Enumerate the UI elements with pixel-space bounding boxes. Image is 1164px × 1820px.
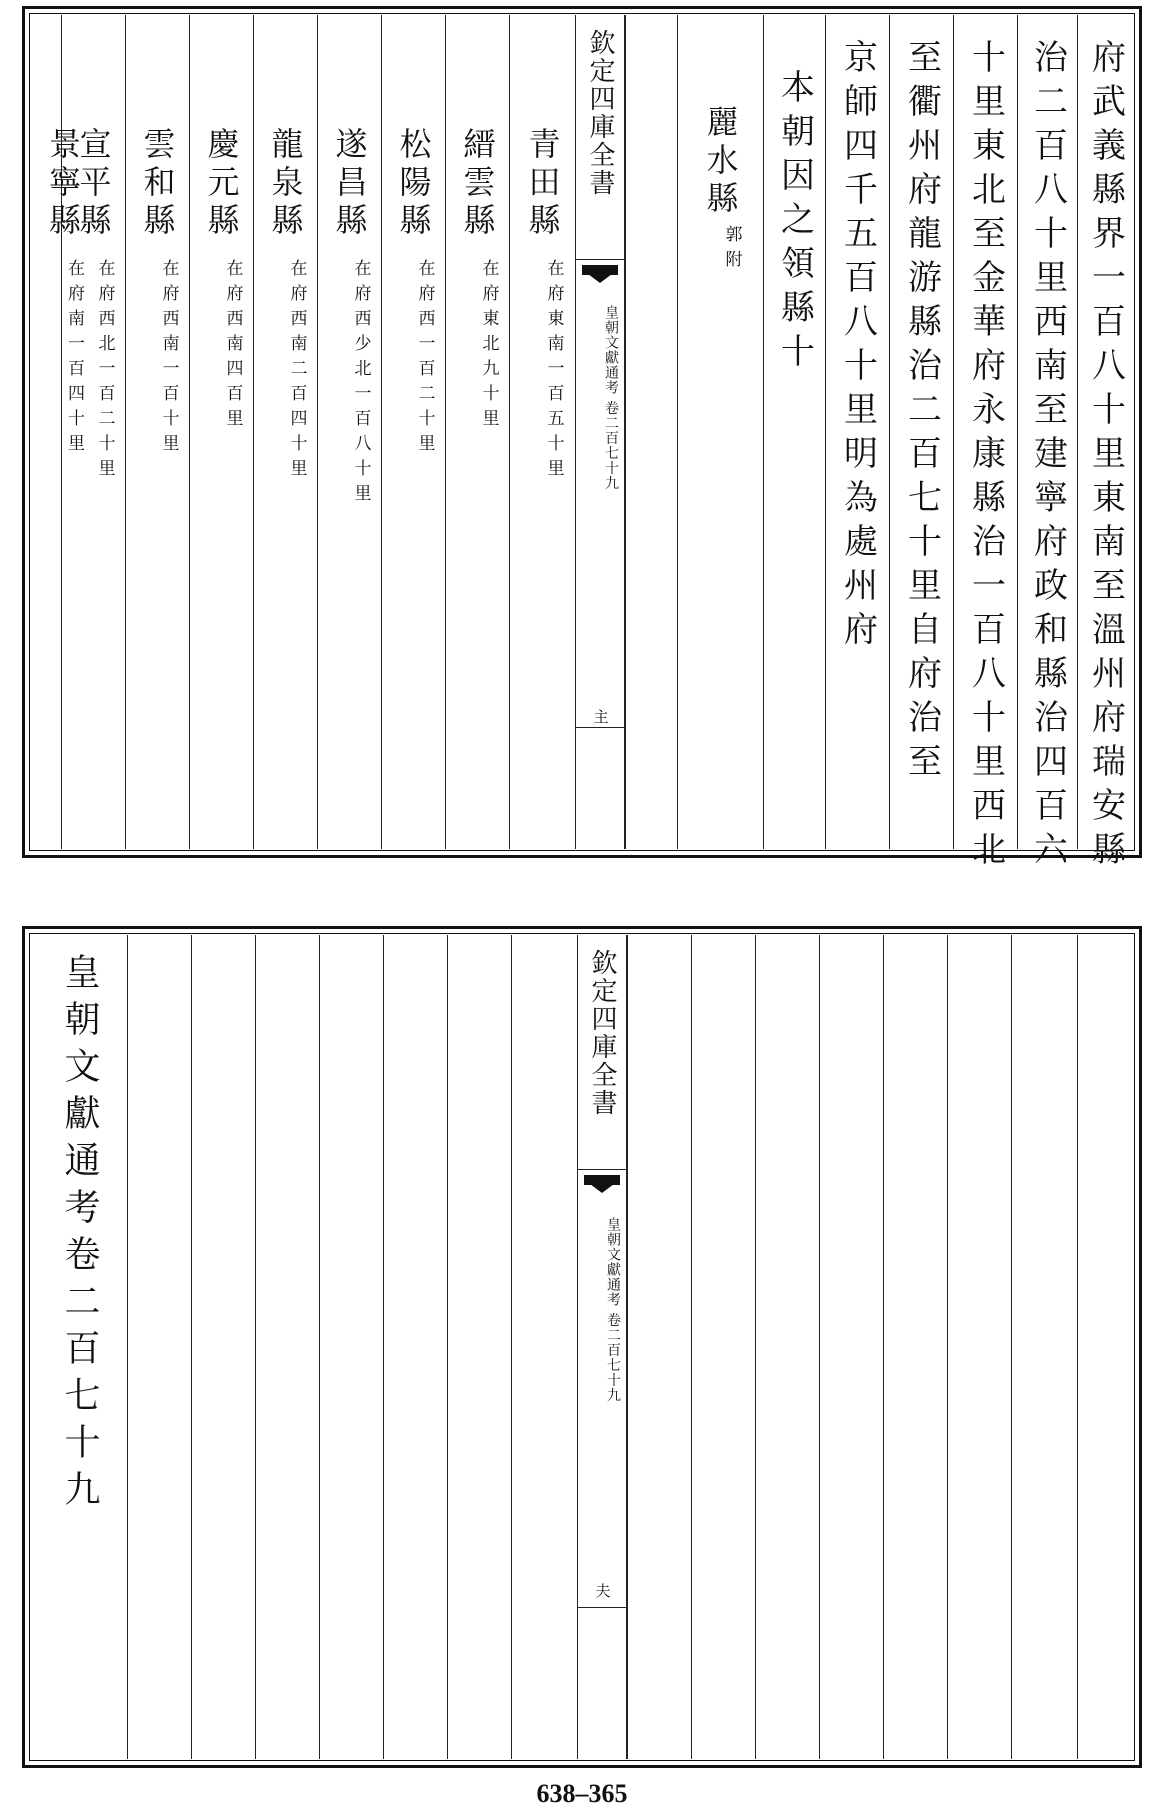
text-line: 京師四千五百八十里明為處州府 [825, 15, 889, 849]
blank-line [819, 935, 883, 1759]
county-entry [31, 15, 95, 849]
book-title: 欽定四庫全書 [587, 949, 617, 1117]
county-note: 在府西南二百四十里 [286, 259, 307, 484]
county-entry [125, 15, 189, 849]
county-entry [253, 15, 317, 849]
county-note: 在府東南一百五十里 [543, 259, 564, 484]
county-entry [509, 15, 575, 849]
county-name: 宣平縣 [74, 127, 113, 241]
folio-number: 主 [591, 709, 610, 724]
text-line: 至衢州府龍游縣治二百七十里自府治至 [889, 15, 953, 849]
blank-line [255, 935, 319, 1759]
county-name: 景寧縣 [44, 127, 82, 241]
blank-line [319, 935, 383, 1759]
blank-line [127, 935, 191, 1759]
fold-column [575, 15, 625, 849]
county-note: 在府西南一百十里 [158, 259, 179, 459]
text-line: 十里東北至金華府永康縣治一百八十里西北 [953, 15, 1017, 849]
blank-line [947, 935, 1011, 1759]
blank-line [447, 935, 511, 1759]
blank-line [1011, 935, 1077, 1759]
county-name: 遂昌縣 [330, 127, 369, 241]
county-entry [381, 15, 445, 849]
county-name: 縉雲縣 [458, 127, 497, 241]
fishtail-mark [584, 1175, 620, 1193]
text-line: 本朝因之領縣十 [763, 15, 825, 849]
book-title: 欽定四庫全書 [585, 29, 615, 197]
blank-line [511, 935, 577, 1759]
blank-line [1077, 935, 1133, 1759]
county-note: 在府西南四百里 [222, 259, 243, 434]
county-name: 慶元縣 [202, 127, 241, 241]
end-title-line [31, 935, 127, 1759]
county-entry [677, 15, 763, 849]
blank-line [755, 935, 819, 1759]
county-note: 在府西北一百二十里 [94, 259, 115, 484]
county-name: 青田縣 [523, 127, 562, 241]
volume-title: 皇朝文獻通考 卷二百七十九 [605, 1217, 621, 1403]
fold-column [577, 935, 627, 1759]
county-entry [445, 15, 509, 849]
county-note: 在府南一百四十里 [64, 259, 84, 459]
blank-line [627, 935, 691, 1759]
page-code: 638–365 [536, 1779, 628, 1808]
blank-line [383, 935, 447, 1759]
blank-line [191, 935, 255, 1759]
county-note: 郭附 [721, 225, 742, 275]
county-note: 在府西少北一百八十里 [350, 259, 371, 509]
end-title: 皇朝文獻通考卷二百七十九 [59, 953, 100, 1517]
bottom-page [22, 926, 1142, 1768]
county-name: 雲和縣 [138, 127, 177, 241]
county-entry [317, 15, 381, 849]
blank-line [691, 935, 755, 1759]
county-note: 在府西一百二十里 [414, 259, 435, 459]
fishtail-mark [582, 265, 618, 283]
county-note: 在府東北九十里 [478, 259, 499, 434]
text-line: 府武義縣界一百八十里東南至溫州府瑞安縣 [1077, 15, 1133, 849]
folio-number: 夫 [593, 1583, 612, 1598]
text-line: 治二百八十里西南至建寧府政和縣治四百六 [1017, 15, 1077, 849]
county-name: 龍泉縣 [266, 127, 305, 241]
volume-title: 皇朝文獻通考 卷二百七十九 [603, 305, 619, 491]
top-page [22, 6, 1142, 875]
county-name: 麗水縣 [701, 105, 740, 219]
blank-line [883, 935, 947, 1759]
blank-line [625, 15, 677, 849]
county-name: 松陽縣 [394, 127, 433, 241]
county-entry [189, 15, 253, 849]
